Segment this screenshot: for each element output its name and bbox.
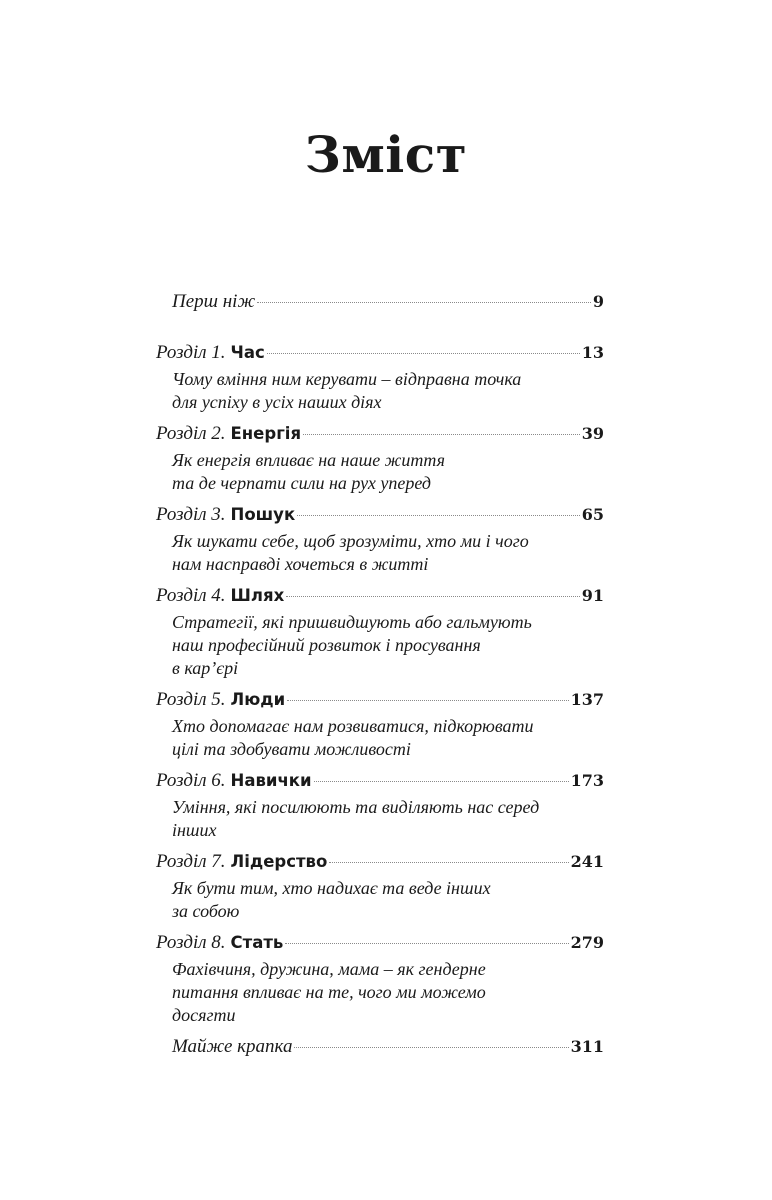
chapter-page-number: 137 [570, 690, 604, 709]
chapter-description-line: Як енергія впливає на наше життя [172, 450, 446, 470]
toc-entry-chapter-1 [156, 337, 604, 414]
chapter-description-line: в кар’єрі [172, 658, 239, 678]
chapter-description-line: інших [172, 820, 217, 840]
chapter-description [156, 958, 604, 1027]
toc-line-chapter-5[interactable] [156, 684, 604, 715]
chapter-number: Розділ 5. [156, 689, 226, 710]
chapter-number: Розділ 2. [156, 423, 226, 444]
chapter-description-line: нам насправді хочеться в житті [172, 554, 429, 574]
toc-intro-page: 9 [592, 292, 604, 311]
chapter-description [156, 611, 604, 680]
toc-entry-chapter-6 [156, 765, 604, 842]
chapter-description-line: Уміння, які посилюють та виділяють нас серед [172, 797, 540, 817]
toc-line-outro[interactable] [156, 1031, 604, 1062]
chapter-description-line: цілі та здобувати можливості [172, 739, 411, 759]
toc-entry-chapter-5 [156, 684, 604, 761]
dot-leader [267, 353, 580, 354]
chapter-description [156, 877, 604, 923]
chapter-page-number: 241 [570, 852, 604, 871]
dot-leader [294, 1047, 568, 1048]
table-of-contents [156, 286, 604, 1066]
chapter-page-number: 39 [581, 424, 604, 443]
chapter-title: Лідерство [230, 852, 328, 871]
chapter-title: Пошук [230, 505, 296, 524]
chapter-description-line: та де черпати сили на рух уперед [172, 473, 432, 493]
chapter-page-number: 173 [570, 771, 604, 790]
dot-leader [285, 943, 568, 944]
dot-leader [303, 434, 580, 435]
toc-line-chapter-7[interactable] [156, 846, 604, 877]
chapter-description [156, 449, 604, 495]
chapter-title: Шлях [230, 586, 285, 605]
toc-entry-chapter-2 [156, 418, 604, 495]
chapter-page-number: 13 [581, 343, 604, 362]
chapter-description-line: Стратегії, які пришвидшують або гальмують [172, 612, 532, 632]
toc-outro-label: Майже крапка [172, 1036, 293, 1057]
chapter-description-line: питання впливає на те, чого ми можемо [172, 982, 486, 1002]
toc-entry-outro [156, 1031, 604, 1062]
dot-leader [287, 700, 568, 701]
chapter-number: Розділ 7. [156, 851, 226, 872]
chapter-description-line: Хто допомагає нам розвиватися, підкорювати [172, 716, 534, 736]
chapter-page-number: 65 [581, 505, 604, 524]
chapter-description [156, 796, 604, 842]
toc-line-intro[interactable] [156, 286, 604, 317]
chapter-page-number: 91 [581, 586, 604, 605]
chapter-title: Навички [230, 771, 312, 790]
chapter-description-line: Фахівчиня, дружина, мама – як гендерне [172, 959, 486, 979]
chapter-description-line: досягти [172, 1005, 236, 1025]
toc-line-chapter-2[interactable] [156, 418, 604, 449]
chapter-title: Час [230, 343, 265, 362]
toc-intro-label: Перш ніж [172, 291, 256, 312]
chapter-title: Люди [230, 690, 286, 709]
dot-leader [286, 596, 580, 597]
chapter-number: Розділ 3. [156, 504, 226, 525]
chapter-description-line: за собою [172, 901, 240, 921]
chapter-description [156, 368, 604, 414]
dot-leader [329, 862, 568, 863]
chapter-description-line: наш професійний розвиток і просування [172, 635, 481, 655]
chapter-description-line: Як бути тим, хто надихає та веде інших [172, 878, 491, 898]
toc-line-chapter-6[interactable] [156, 765, 604, 796]
chapter-page-number: 279 [570, 933, 604, 952]
toc-entry-chapter-8 [156, 927, 604, 1027]
toc-line-chapter-3[interactable] [156, 499, 604, 530]
dot-leader [297, 515, 580, 516]
toc-entry-chapter-7 [156, 846, 604, 923]
toc-entry-chapter-3 [156, 499, 604, 576]
chapter-list [156, 337, 604, 1027]
toc-line-chapter-8[interactable] [156, 927, 604, 958]
chapter-number: Розділ 4. [156, 585, 226, 606]
chapter-number: Розділ 8. [156, 932, 226, 953]
chapter-description [156, 715, 604, 761]
chapter-title: Енергія [230, 424, 302, 443]
chapter-number: Розділ 6. [156, 770, 226, 791]
chapter-description [156, 530, 604, 576]
dot-leader [257, 302, 591, 303]
toc-outro-page: 311 [570, 1037, 604, 1056]
page-title: Зміст [304, 125, 468, 184]
toc-entry-intro [156, 286, 604, 317]
chapter-description-line: Чому вміння ним керувати – відправна точка [172, 369, 522, 389]
chapter-description-line: для успіху в усіх наших діях [172, 392, 382, 412]
chapter-title: Стать [230, 933, 284, 952]
toc-entry-chapter-4 [156, 580, 604, 680]
chapter-number: Розділ 1. [156, 342, 226, 363]
chapter-description-line: Як шукати себе, щоб зрозуміти, хто ми і чого [172, 531, 529, 551]
dot-leader [314, 781, 569, 782]
toc-line-chapter-4[interactable] [156, 580, 604, 611]
toc-line-chapter-1[interactable] [156, 337, 604, 368]
